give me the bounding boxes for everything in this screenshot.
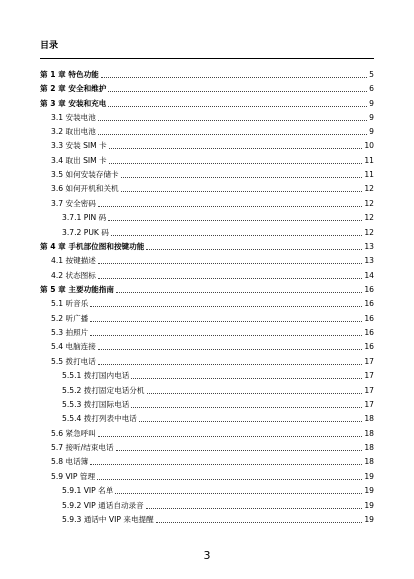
toc-section[interactable]	[51, 111, 374, 124]
toc-page-number: 18	[364, 457, 374, 466]
toc-page-number: 17	[364, 357, 374, 366]
toc-label: 5.9 VIP 管理	[51, 472, 96, 481]
leader-dots	[101, 76, 367, 78]
toc-chapter[interactable]	[40, 283, 374, 296]
leader-dots	[90, 463, 362, 465]
toc-label: 5.5 拨打电话	[51, 357, 96, 366]
toc-page-number: 19	[364, 472, 374, 481]
toc-subsection[interactable]	[62, 499, 374, 512]
toc-section[interactable]	[51, 139, 374, 152]
page-number: 3	[203, 549, 211, 562]
toc-subsection[interactable]	[62, 211, 374, 224]
toc-label: 5.9.2 VIP 通话自动录音	[62, 501, 144, 510]
leader-dots	[146, 507, 363, 509]
leader-dots	[131, 406, 362, 408]
toc-label: 5.5.3 拨打国际电话	[62, 400, 130, 409]
toc-section[interactable]	[51, 254, 374, 267]
leader-dots	[98, 348, 362, 350]
toc-subsection[interactable]	[62, 226, 374, 239]
toc-label: 5.5.1 拨打国内电话	[62, 371, 130, 380]
toc-section[interactable]	[51, 197, 374, 210]
toc-label: 5.5.4 拨打列表中电话	[62, 414, 137, 423]
toc-section[interactable]	[51, 326, 374, 339]
leader-dots	[139, 420, 362, 422]
toc-subsection[interactable]	[62, 513, 374, 526]
toc-subsection[interactable]	[62, 369, 374, 382]
toc-page-number: 13	[364, 256, 374, 265]
toc-page-number: 11	[364, 156, 374, 165]
leader-dots	[121, 190, 363, 192]
toc-page-number: 17	[364, 400, 374, 409]
leader-dots	[98, 435, 362, 437]
toc-section[interactable]	[51, 312, 374, 325]
leader-dots	[108, 90, 367, 92]
toc-label: 5.7 接听/结束电话	[51, 443, 114, 452]
toc-section[interactable]	[51, 269, 374, 282]
toc-page-number: 16	[364, 314, 374, 323]
toc-page-number: 9	[369, 99, 374, 108]
toc-page-number: 17	[364, 386, 374, 395]
toc-chapter[interactable]	[40, 82, 374, 95]
title-divider	[40, 58, 374, 59]
leader-dots	[90, 334, 362, 336]
toc-page-number: 9	[369, 113, 374, 122]
leader-dots	[98, 262, 362, 264]
toc-label: 3.3 安装 SIM 卡	[51, 141, 107, 150]
leader-dots	[108, 105, 367, 107]
toc-page-number: 13	[364, 242, 374, 251]
page-title: 目录	[40, 41, 59, 51]
toc-section[interactable]	[51, 125, 374, 138]
toc-label: 3.1 安装电池	[51, 113, 96, 122]
toc-page-number: 16	[364, 328, 374, 337]
leader-dots	[98, 133, 367, 135]
toc-section[interactable]	[51, 168, 374, 181]
toc-subsection[interactable]	[62, 412, 374, 425]
toc-label: 5.9.3 通话中 VIP 来电提醒	[62, 515, 154, 524]
leader-dots	[97, 478, 362, 480]
toc-chapter[interactable]	[40, 68, 374, 81]
toc-label: 4.1 按键描述	[51, 256, 96, 265]
toc-label: 第 4 章 手机部位图和按键功能	[40, 242, 145, 251]
toc-subsection[interactable]	[62, 384, 374, 397]
toc-page-number: 9	[369, 127, 374, 136]
toc-label: 3.6 如何开机和关机	[51, 184, 119, 193]
toc-page-number: 19	[364, 501, 374, 510]
toc-page-number: 19	[364, 486, 374, 495]
leader-dots	[98, 363, 362, 365]
toc-label: 4.2 状态图标	[51, 271, 96, 280]
toc-page-number: 18	[364, 429, 374, 438]
leader-dots	[90, 320, 362, 322]
leader-dots	[116, 291, 362, 293]
toc-page-number: 16	[364, 342, 374, 351]
toc-page-number: 14	[364, 271, 374, 280]
leader-dots	[121, 176, 363, 178]
toc-section[interactable]	[51, 297, 374, 310]
toc-label: 第 1 章 特色功能	[40, 70, 99, 79]
toc-page-number: 5	[369, 70, 374, 79]
toc-section[interactable]	[51, 470, 374, 483]
leader-dots	[98, 277, 362, 279]
toc-section[interactable]	[51, 441, 374, 454]
toc-label: 5.3 拍照片	[51, 328, 89, 337]
toc-page-number: 16	[364, 299, 374, 308]
leader-dots	[109, 162, 363, 164]
toc-label: 5.6 紧急呼叫	[51, 429, 96, 438]
toc-page-number: 19	[364, 515, 374, 524]
toc-section[interactable]	[51, 154, 374, 167]
toc-page-number: 11	[364, 170, 374, 179]
toc-label: 3.7.1 PIN 码	[62, 213, 107, 222]
toc-label: 5.1 听音乐	[51, 299, 89, 308]
toc-label: 第 2 章 安全和维护	[40, 84, 107, 93]
leader-dots	[90, 305, 362, 307]
leader-dots	[146, 248, 362, 250]
toc-section[interactable]	[51, 427, 374, 440]
toc-subsection[interactable]	[62, 398, 374, 411]
toc-page-number: 16	[364, 285, 374, 294]
toc-section[interactable]	[51, 182, 374, 195]
toc-page-number: 12	[364, 228, 374, 237]
leader-dots	[156, 521, 363, 523]
toc-page-number: 17	[364, 371, 374, 380]
toc-label: 5.5.2 拨打固定电话分机	[62, 386, 145, 395]
toc-chapter[interactable]	[40, 240, 374, 253]
toc-section[interactable]	[51, 355, 374, 368]
leader-dots	[108, 219, 362, 221]
leader-dots	[109, 147, 363, 149]
leader-dots	[98, 205, 362, 207]
toc-label: 3.5 如何安装存储卡	[51, 170, 119, 179]
toc-page-number: 12	[364, 199, 374, 208]
toc-page-number: 18	[364, 443, 374, 452]
leader-dots	[98, 119, 367, 121]
toc-label: 3.7.2 PUK 码	[62, 228, 109, 237]
toc-label: 5.8 电话簿	[51, 457, 89, 466]
toc-label: 3.7 安全密码	[51, 199, 96, 208]
toc-label: 5.9.1 VIP 名单	[62, 486, 114, 495]
toc-section[interactable]	[51, 340, 374, 353]
toc-page-number: 12	[364, 184, 374, 193]
toc-page-number: 6	[369, 84, 374, 93]
leader-dots	[111, 234, 362, 236]
toc-label: 第 3 章 安装和充电	[40, 99, 107, 108]
leader-dots	[116, 449, 363, 451]
leader-dots	[147, 392, 363, 394]
leader-dots	[131, 377, 362, 379]
leader-dots	[115, 492, 362, 494]
toc-chapter[interactable]	[40, 97, 374, 110]
toc-label: 第 5 章 主要功能指南	[40, 285, 114, 294]
toc-page-number: 12	[364, 213, 374, 222]
toc-section[interactable]	[51, 455, 374, 468]
toc-label: 3.2 取出电池	[51, 127, 96, 136]
toc-label: 5.2 听广播	[51, 314, 89, 323]
toc-page-number: 10	[364, 141, 374, 150]
toc-label: 3.4 取出 SIM 卡	[51, 156, 107, 165]
toc-label: 5.4 电脑连接	[51, 342, 96, 351]
toc-page-number: 18	[364, 414, 374, 423]
toc-subsection[interactable]	[62, 484, 374, 497]
